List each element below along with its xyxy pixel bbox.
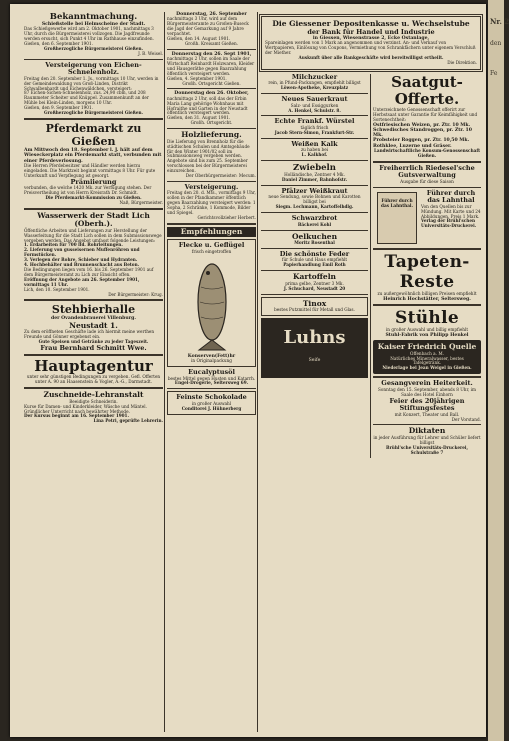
ad-footer: Die Bedingungen liegen vom 16. bis 26. September 1901 auf dem Bürgermeisteramt zu Lich zur Einsicht offen. bbox=[24, 266, 154, 277]
ad-body: neue Sendung, sowie Bohnen und Karotten billigst bei bbox=[268, 194, 361, 205]
ad-list-item: 1. Erdarbeiten für 700 lfd. Rohrleitungen. bbox=[24, 242, 123, 248]
ad-note: Gute Speisen und Getränke zu jeder Tageszeit. bbox=[38, 339, 149, 345]
ad-body: bestes Mittel gegen Husten und Katarrh. bbox=[167, 375, 256, 381]
ad-prize-body: verbunden, die welche 1420 Mk. zur Verfügung stehen. Der Preisvertheilung ist von Herrn Kreisrath Dr. Schmidt. bbox=[24, 185, 152, 195]
column-divider bbox=[164, 12, 165, 732]
ad-title: Milchzucker bbox=[291, 72, 338, 81]
ad-wuerstel bbox=[261, 118, 368, 135]
ad-body: Holländische, Zentner 4 Mk. bbox=[284, 172, 345, 178]
ad-subtitle: mit Konzert, Theater und Ball. bbox=[394, 411, 460, 417]
ad-signature: Großherzogliche Bürgermeisterei Gießen. bbox=[44, 45, 143, 51]
ad-subtitle: der Bank für Handel und Industrie bbox=[307, 27, 435, 36]
ad-date: Gießen, den 6. September 1901. bbox=[24, 41, 93, 47]
ad-body: Öffentliche Arbeiten und Lieferungen zur Herstellung der Wasserleitung für die Stadt Lich sollen in dem Submissionswege vergeben werden. Das Angebot umfasst folgende Leistungen: bbox=[24, 227, 162, 243]
ad-zwiebeln bbox=[261, 163, 368, 183]
ad-title: Führer durch das Lahnthal bbox=[426, 188, 476, 205]
ad-shop: Bäckerei Kohl bbox=[297, 221, 332, 227]
notice-jagd bbox=[167, 12, 256, 47]
ad-title: Weißen Kalk bbox=[291, 139, 338, 148]
ad-subtitle: frisch eingetroffen bbox=[191, 248, 232, 254]
ad-title: Stühle bbox=[395, 307, 459, 328]
notice-signer: Großh. Ortsgericht. bbox=[190, 120, 233, 126]
ad-fuehrer bbox=[373, 190, 481, 246]
ad-lead: Am Mittwoch den 18. September l. J. hält auf dem Wieseckerplatz ein Pferdemarkt statt, verbunden mit einer Pferdeverlosung. bbox=[24, 147, 162, 164]
ad-title: Gesangverein Heiterkeit. bbox=[381, 379, 473, 388]
ad-footer: Der Kursus beginnt am 16. September 1901. bbox=[24, 413, 129, 419]
column-right bbox=[259, 12, 483, 732]
notice-date: Gießen, den 31. August 1901. bbox=[167, 115, 231, 121]
ad-body: zu außergewöhnlich billigen Preisen empfiehlt bbox=[377, 290, 477, 296]
ad-prize-title: Prämiierung bbox=[70, 177, 117, 186]
ad-shop: Stuhl-Fabrik von Philipp Henkel bbox=[385, 332, 469, 338]
ad-body: in großer Auswahl und billig empfiehlt bbox=[385, 326, 469, 332]
page-fragment: den bbox=[490, 40, 502, 47]
ad-title: Kartoffeln bbox=[292, 272, 337, 282]
ad-list-item: Schwedisches Standroggen, pr. Ztr. 10 Mk. bbox=[373, 127, 472, 139]
ad-subtitle: Schießstelle bei Helmscheine der Stadt. bbox=[41, 22, 146, 27]
ad-signature: Großherzogliche Bürgermeisterei Gießen. bbox=[44, 110, 143, 116]
ad-title: Stehbierhalle bbox=[51, 303, 136, 317]
ad-title: Versteigerung von Eichen-Schnelenholz. bbox=[45, 60, 142, 77]
ad-publisher: Verlag der Brühl'schen Universitäts-Druckerei. bbox=[421, 218, 477, 229]
ad-shop: Brühl'sche Universitäts-Druckerei, Schulstraße 7 bbox=[386, 444, 468, 455]
notice-body: nachmittags 3 Uhr, wird auf dem Bürgermeisteramte zu Großen-Buseck die Jagd der Gemarkung auf 9 Jahre verpachtet. bbox=[167, 16, 249, 37]
ad-body: Zu dem eröffneten Geschäfte lade ich hiermit meine werthen Freunde und Gönner ergebenst ein. bbox=[24, 329, 155, 340]
column-left bbox=[24, 12, 163, 732]
ad-title: Kaiser Friedrich Quelle bbox=[377, 342, 477, 352]
ad-wasserwerk bbox=[24, 212, 163, 298]
ad-title: Neues Sauerkraut bbox=[281, 95, 348, 104]
ad-list-item: 2. Lieferung von gusseisernen Muffenröhren und Formstücken. bbox=[24, 247, 140, 258]
book-cover-title: Führer durch das Lahnthal. bbox=[381, 197, 413, 208]
fish-illustration bbox=[177, 257, 247, 352]
ad-list-item: Rothklee, Luzerne und Gräser. bbox=[373, 143, 452, 149]
large-ads-column bbox=[371, 74, 483, 458]
notice-versteigerung-2 bbox=[167, 91, 256, 126]
ad-kaiser-quelle bbox=[373, 340, 481, 374]
ad-pferdemarkt bbox=[24, 122, 163, 206]
ad-shop: Moritz Rosenthal bbox=[294, 240, 335, 246]
ad-title: Tinox bbox=[302, 298, 327, 308]
ad-title: Flecke u. Geflügel bbox=[178, 241, 245, 250]
ad-body: Natürliches Mineralwasser, bestes Tafelgetränk. bbox=[390, 355, 464, 366]
notice-versteigerung-1 bbox=[167, 52, 256, 87]
ad-subtitle: Beeidigte Schneiderin. bbox=[69, 398, 118, 404]
ad-shop: Conditorei J. Hühnerberg bbox=[181, 405, 242, 411]
ad-title: Echte Frankf. Würstel bbox=[274, 117, 355, 126]
ad-body: rein, in Pfund-Packungen, empfiehlt billigst bbox=[268, 80, 361, 86]
ad-body: Kurse für Damen- und Kinderkleider, Wäsche und Mäntel. Gründlicher Unterricht nach bewährter Methode. bbox=[24, 403, 147, 414]
ad-kartoffeln bbox=[261, 273, 368, 291]
ad-tapeten bbox=[373, 252, 481, 302]
ad-shop: Heinrich Hochstätter, Seltersweg. bbox=[383, 296, 471, 302]
ad-opening: Eröffnung der Angebote am 26. September 1901, vormittags 11 Uhr. bbox=[24, 276, 140, 287]
ad-shop: Jacob Stern-Simon, Frankfurt-Str. bbox=[274, 129, 355, 135]
notice-body: nachmittags 2 Uhr, sollen im Saale der Wirtschaft Reinhardt Holzwaren, Kleider und Hausgeräthe gegen Baarzahlung öffentlich versteigert werden. bbox=[167, 56, 255, 76]
notice-versteigerung-3 bbox=[167, 184, 256, 221]
page-number: Nr. 2 bbox=[490, 17, 509, 26]
ad-subtitle: Seife bbox=[308, 357, 321, 363]
ad-bank bbox=[259, 14, 483, 72]
column-divider bbox=[257, 12, 258, 732]
ad-zuschneide bbox=[24, 391, 163, 424]
ad-event: Feier des 20jährigen Stiftungsfestes bbox=[389, 396, 465, 413]
ad-signer: Lina Petri, geprüfte Lehrerin. bbox=[93, 418, 163, 424]
ad-intro: Unterzeichnete Genossenschaft offerirt zur Herbstsaat unter Garantie für Keimfähigkeit und Sortenechtheit: bbox=[373, 106, 478, 122]
ad-subtitle: täglich frisch bbox=[300, 124, 329, 130]
ad-title: Wasserwerk der Stadt Lich (Oberh.). bbox=[37, 210, 150, 229]
ad-shop: Engel-Drogerie, Seltersweg 69. bbox=[174, 380, 249, 386]
ad-brot bbox=[261, 215, 368, 227]
ad-address: in Giessen, Wiesenstrasse 2, Ecke Ostanlage, bbox=[312, 36, 430, 41]
newspaper-page bbox=[10, 4, 486, 737]
notice-title: Versteigerung. bbox=[184, 182, 239, 191]
ad-body: Das Schießgewerbe wird am 2. Oktober 1901, nachmittags 3 Uhr, durch die Bürgermeisterei vollzogen. Die Jagdfreunde werden ersucht, sich Punkt 4 Uhr im Rathhause einzufinden. bbox=[24, 26, 154, 42]
ad-body: Von den Quellen bis zur Mündung. Mit Karte und 24 Abbildungen. Preis 1 Mark. bbox=[421, 203, 481, 219]
ad-title: Feinste Schokolade bbox=[176, 393, 247, 402]
ad-tinox bbox=[261, 297, 368, 316]
ad-shop: Siegm. Lechmann, Kartoffelhdlg. bbox=[275, 204, 354, 210]
ad-shop: J. Schuchard, Neustadt 20 bbox=[283, 285, 346, 291]
small-ads-column bbox=[259, 74, 371, 458]
ad-list-item: Probsteier Roggen, pr. Ztr. 10,50 Mk. bbox=[373, 138, 470, 144]
ad-subtitle: zu haben bei bbox=[300, 147, 329, 153]
page-fragment: Fe bbox=[490, 70, 498, 77]
ad-body: in jeder Ausführung für Lehrer und Schüler liefert billigst bbox=[373, 434, 481, 445]
ad-hauptagentur bbox=[24, 358, 163, 385]
ad-caption-sub: in Originalpackung bbox=[191, 358, 232, 364]
ad-list-item: 3. Verlegen der Rohre, Schieber und Hydranten. bbox=[24, 257, 138, 263]
notice-date: Gießen, 4. September 1901. bbox=[167, 75, 227, 81]
ad-signer: Naß, Bürgermeister. bbox=[119, 199, 163, 205]
ad-title: Pferdemarkt zu Gießen bbox=[45, 121, 142, 148]
notice-signer: Großh. Kreisamt Gießen. bbox=[184, 40, 239, 46]
ad-gutsverwaltung bbox=[373, 165, 481, 185]
ad-caption: Konserven(Fett)hr bbox=[187, 353, 236, 359]
ad-kalk bbox=[261, 141, 368, 158]
ad-body: Spareinlagen werden von 1 Mark an angenommen und verzinst. An- und Verkauf von Wertpapieren, Einlösung von Coupons, Vermiethung von Schrankfächern unter eigenem Verschluß der Miether. bbox=[265, 40, 476, 56]
ad-subtitle: Salz- und Essiggurken bbox=[290, 102, 339, 108]
notice-body: Freitag den 20. d. Mts., vormittags 9 Uhr, sollen in der Pfandkammer öffentlich gegen Baarzahlung versteigert werden: 1 Sopha, 2 Schränke, 1 Kommode, Bilder und Spiegel. bbox=[167, 190, 256, 216]
ad-subtitle: in großer Auswahl bbox=[191, 400, 232, 406]
ad-title: Freiherrlich Riedesel'sche Gutsverwaltung bbox=[379, 163, 475, 180]
notice-title: Donnerstag den 26. Oktober, bbox=[174, 91, 249, 97]
ad-items: 87 Eichen-Sichen-Schnelenholz, zus. 24,90 cbm, und 208 Raummeter Scheiter und Knüppel. Zusammenkunft an der Mühle bei Klein-Linden, morgens 10 Uhr. bbox=[24, 90, 149, 106]
ad-subtitle: der Ovandenbrauerei Villenburg. bbox=[51, 316, 136, 322]
ad-milchzucker bbox=[261, 74, 368, 91]
ad-title: Schwarzbrot bbox=[291, 214, 338, 223]
ad-footer: Auskunft über alle Bankgeschäfte wird bereitwilligst ertheilt. bbox=[298, 55, 444, 61]
ad-date: Gießen, den 9. September 1901. bbox=[24, 105, 93, 111]
ad-fish bbox=[167, 239, 256, 367]
notice-signer: Gerichtsvollzieher Herbert. bbox=[197, 214, 256, 220]
ad-title: Die Giessener Depositenkasse u. Wechselstube bbox=[272, 19, 470, 28]
ad-body: für Schule und Haus empfiehlt bbox=[281, 257, 348, 263]
notice-title: Holzlieferung. bbox=[181, 130, 242, 140]
notice-title: Donnerstag den 26. Sept 1901, bbox=[171, 51, 252, 57]
ad-title: Saatgut-Offerte. bbox=[391, 72, 463, 108]
ad-agent: Niederlage bei Jean Weigel in Gießen. bbox=[382, 365, 472, 371]
ad-subtitle: Ausgabe für diese Saison bbox=[400, 178, 454, 184]
ad-pfaelzer bbox=[261, 188, 368, 210]
ad-shop: Daniel Zimmer, Bahnhofstr. bbox=[281, 176, 348, 182]
ad-signer: Der Vorstand. bbox=[451, 416, 481, 422]
notice-body: Die Lieferung von Brennholz für die städtischen Schulen und Amtsgebäude für den Winter 1901/02 soll im Submissionsweg vergeben werden. Angebote sind bis zum 25. September verschlossen bei der Bürgermeisterei einzureichen. bbox=[167, 138, 250, 174]
notice-signer: Großh. Ortsgericht Gießen. bbox=[182, 80, 241, 86]
ad-feder bbox=[261, 251, 368, 268]
ad-body: unter sehr günstigen Bedingungen zu vergeben. Gefl. Offerten unter A. 90 an Haasenstein & Vogler, A.-G., Darmstadt. bbox=[26, 374, 161, 385]
ad-title: Zwiebeln bbox=[293, 163, 336, 174]
section-banner: Empfehlungen bbox=[167, 227, 256, 238]
ad-bekanntmachung bbox=[24, 12, 163, 57]
ad-body: prima gelbe, Zentner 3 Mk. bbox=[285, 280, 344, 286]
ad-gesangverein bbox=[373, 380, 481, 422]
notice-holzlieferung bbox=[167, 131, 256, 179]
ad-signer: Landwirtschaftliche Konsum-Genossenschaft Gießen. bbox=[373, 148, 481, 158]
ad-title: Die schönste Feder bbox=[279, 249, 350, 258]
ad-title: Oelkuchen bbox=[291, 231, 338, 241]
ad-shop: A. Henkel, Schulstr. 8. bbox=[288, 107, 341, 113]
split-row bbox=[259, 74, 483, 458]
fish-icon bbox=[177, 257, 247, 352]
ad-date: Lich, den 10. September 1901. bbox=[24, 286, 90, 292]
ad-title: Diktaten bbox=[408, 426, 446, 436]
ad-signer: Die Direktion. bbox=[447, 59, 477, 65]
ad-shop: Löwen-Apotheke, Kreuzplatz bbox=[280, 85, 349, 91]
ad-title: Hauptagentur bbox=[34, 357, 153, 376]
ad-stuehle bbox=[373, 308, 481, 338]
ad-sauerkraut bbox=[261, 96, 368, 113]
ad-luhns bbox=[261, 318, 368, 378]
ad-list-item: Ostfriesischen Weizen, pr. Ztr. 10 Mk. bbox=[373, 122, 471, 128]
ad-versteigerung-holz bbox=[24, 62, 163, 116]
ad-title: Bekanntmachung. bbox=[49, 12, 138, 22]
ad-signer: Der Bürgermeister: Krug. bbox=[108, 291, 163, 297]
ad-body: Freitag den 20. September 1. Js., vormittags 10 Uhr, werden in der Gemeindewaldung von Groß-Linden, Distrikt Schwalbenhardt und Eichenwäldchen, versteigert: bbox=[24, 75, 159, 91]
ad-title: Zuschneide-Lehranstalt bbox=[43, 390, 144, 400]
ad-body: bestes Putzmittel für Metall und Glas. bbox=[274, 307, 355, 313]
ad-shop: L. Kalkhof. bbox=[301, 152, 328, 158]
ad-title: Pfälzer Weißkraut bbox=[281, 186, 348, 195]
notice-title: Donnerstag, 26. September bbox=[176, 12, 247, 17]
ad-oelkuchen bbox=[261, 233, 368, 246]
notice-body: nachmittags 2 Uhr, soll das der Erbin Maria Lang gehörige Wohnhaus mit Hofraithe und Garten in der Neustadt öffentlich versteigert werden. bbox=[167, 95, 248, 116]
ad-list-item: 4. Hochbehälter und Brunnenschacht aus Beton. bbox=[24, 262, 140, 268]
ad-stehbierhalle bbox=[24, 303, 163, 352]
ad-shop: Papierhandlung Emil Roth bbox=[283, 262, 346, 268]
ad-address: Neustadt 1. bbox=[69, 320, 118, 330]
ad-signer: Frau Bernhard Schmitt Wwe. bbox=[40, 343, 147, 352]
ad-title: Luhns bbox=[283, 326, 346, 348]
adjacent-page-edge bbox=[488, 0, 509, 741]
notice-date: Gießen, den 14. August 1901. bbox=[167, 35, 231, 41]
ad-signer: J. B. Weisel. bbox=[138, 50, 163, 56]
ad-closing: Die Pferdemarkt-Kommission zu Gießen. bbox=[45, 194, 142, 200]
ad-title: Eucalyptusöl bbox=[188, 368, 235, 376]
ad-schokolade bbox=[167, 391, 256, 414]
book-cover bbox=[377, 192, 417, 244]
ad-body: Die Herren Pferdebesitzer und Händler werden hierzu eingeladen. Die Marktzeit beginnt vormittags 8 Uhr. Für gute Unterkunft und Verpflegung ist gesorgt. bbox=[24, 162, 156, 178]
ad-title: Tapeten-Reste bbox=[384, 251, 470, 292]
ad-subtitle: Offenbach a. M. bbox=[410, 350, 444, 356]
column-middle bbox=[167, 12, 256, 732]
ad-eucalyptus bbox=[167, 369, 256, 386]
ad-saatgut bbox=[373, 74, 481, 159]
ad-diktaten bbox=[373, 427, 481, 455]
ad-body: Sonntag den 15. September, abends 8 Uhr, im Saale des Hotel Einhorn bbox=[378, 386, 476, 397]
notice-signer: Der Oberbürgermeister: Mecum. bbox=[185, 173, 256, 179]
